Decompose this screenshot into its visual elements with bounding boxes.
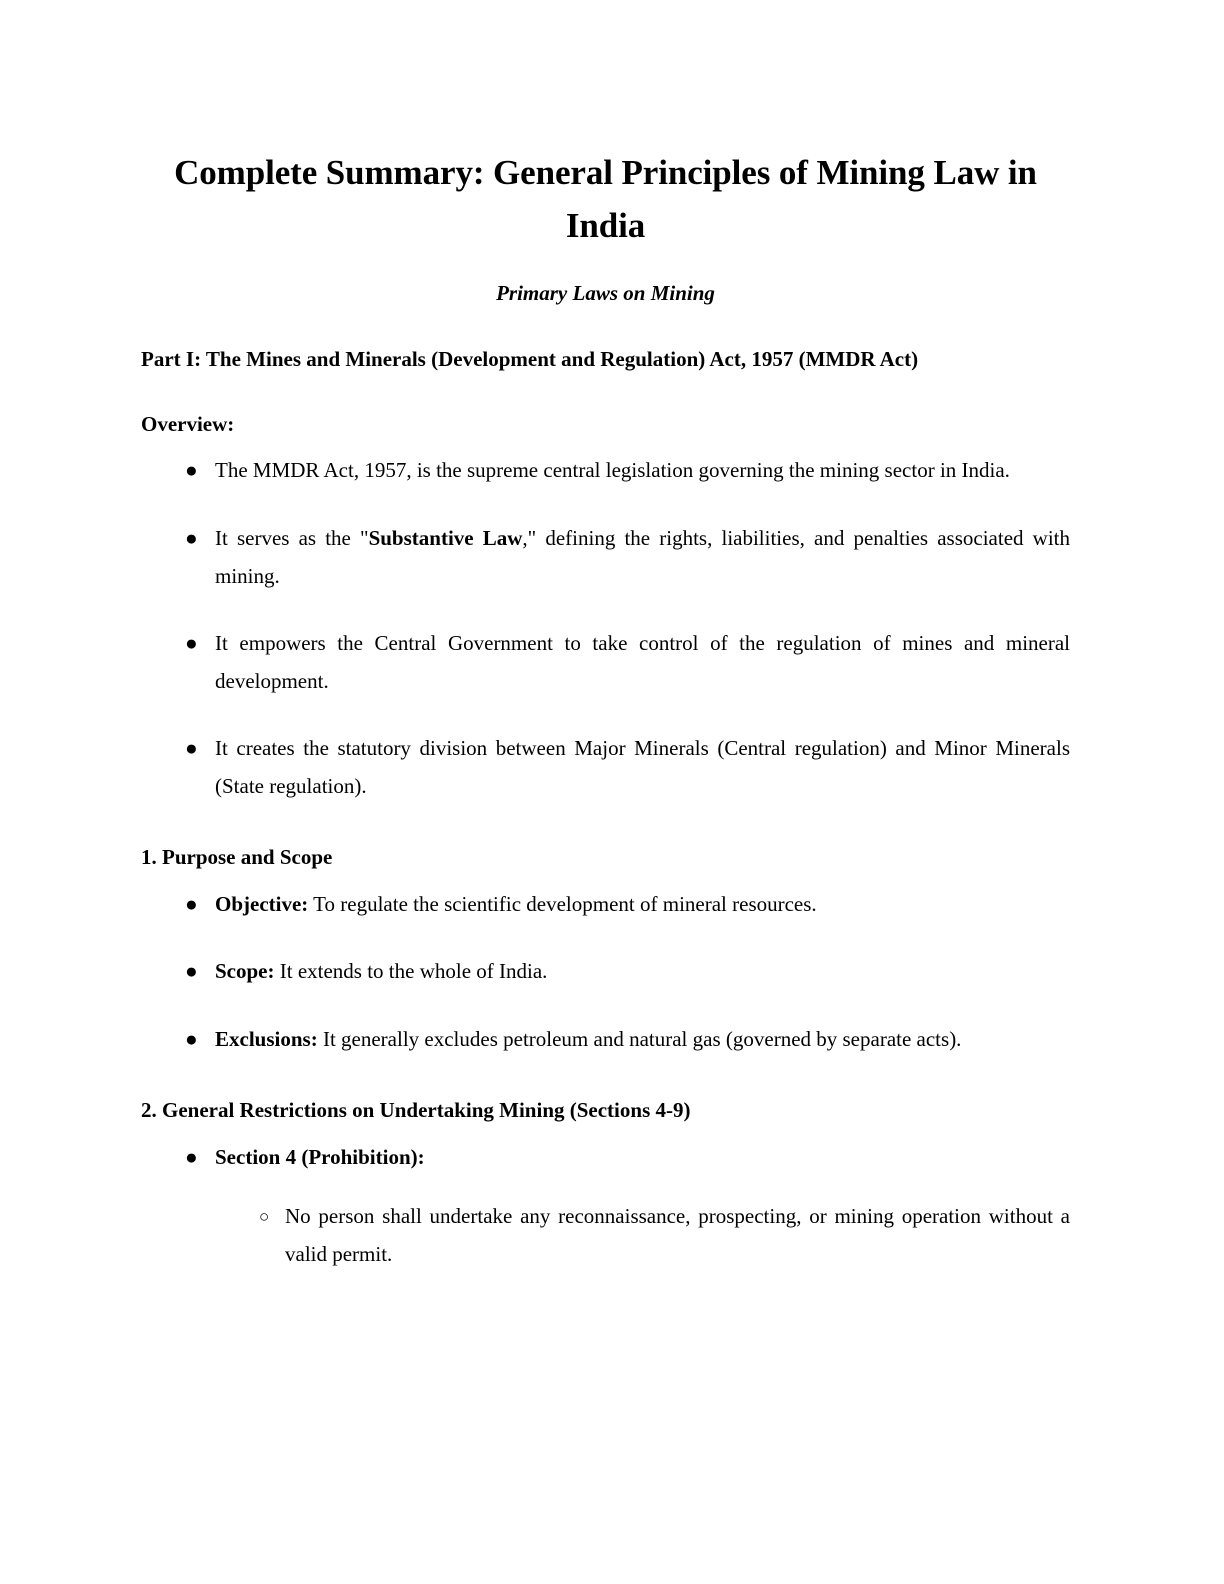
list-item-text: No person shall undertake any reconnaissance, prospecting, or mining operation without a valid permit. xyxy=(285,1204,1070,1266)
section-1-heading: 1. Purpose and Scope xyxy=(141,845,333,870)
list-item-text: It creates the statutory division between Major Minerals (Central regulation) and Minor Minerals (State regulation). xyxy=(215,736,1070,798)
overview-bullet-list xyxy=(141,452,1070,805)
filled-bullet-icon: ● xyxy=(185,736,198,761)
list-item-text xyxy=(215,892,817,916)
list-item-text: It empowers the Central Government to take control of the regulation of mines and mineral development. xyxy=(215,631,1070,693)
section-1-bullet-list xyxy=(141,886,1070,1059)
text-before-bold: It serves as the " xyxy=(215,525,369,550)
list-item xyxy=(141,953,1070,991)
list-item xyxy=(141,520,1070,595)
filled-bullet-icon: ● xyxy=(185,631,198,656)
list-item-text: The MMDR Act, 1957, is the supreme central legislation governing the mining sector in India. xyxy=(215,458,1010,483)
document-subtitle: Primary Laws on Mining xyxy=(496,281,715,306)
section-2-heading: 2. General Restrictions on Undertaking Mining (Sections 4-9) xyxy=(141,1098,691,1123)
list-item xyxy=(141,730,1070,805)
list-item-body: It generally excludes petroleum and natural gas (governed by separate acts). xyxy=(322,1026,962,1051)
list-item-label: Section 4 (Prohibition): xyxy=(215,1144,425,1169)
section-4-sub-list xyxy=(215,1198,1070,1273)
section-2-bullet-list xyxy=(141,1139,1070,1274)
filled-bullet-icon: ● xyxy=(185,891,198,916)
list-item xyxy=(215,1198,1070,1273)
filled-bullet-icon: ● xyxy=(185,959,198,984)
filled-bullet-icon: ● xyxy=(185,525,198,550)
list-item xyxy=(141,452,1070,490)
emphasis-substantive-law: Substantive Law xyxy=(368,525,523,550)
list-item-text xyxy=(215,526,1070,588)
list-item-text xyxy=(215,1027,961,1051)
list-item-body: It extends to the whole of India. xyxy=(279,959,548,984)
filled-bullet-icon: ● xyxy=(185,1026,198,1051)
list-item xyxy=(141,1021,1070,1059)
list-item xyxy=(141,1139,1070,1274)
list-item xyxy=(141,625,1070,700)
part-heading: Part I: The Mines and Minerals (Development and Regulation) Act, 1957 (MMDR Act) xyxy=(141,346,919,371)
list-item-label: Scope: xyxy=(215,959,275,984)
hollow-bullet-icon: ○ xyxy=(259,1207,270,1227)
list-item-label: Exclusions: xyxy=(215,1026,318,1051)
overview-heading: Overview: xyxy=(141,412,235,437)
page-title: Complete Summary: General Principles of Mining Law in India xyxy=(174,153,1037,246)
list-item-body: To regulate the scientific development of mineral resources. xyxy=(313,891,817,916)
text-after-bold: ," defining the rights, liabilities, and penalties associated with mining. xyxy=(215,525,1071,588)
list-item-label: Objective: xyxy=(215,891,309,916)
filled-bullet-icon: ● xyxy=(185,1144,198,1169)
list-item xyxy=(141,886,1070,924)
list-item-text xyxy=(215,959,547,983)
filled-bullet-icon: ● xyxy=(185,458,198,483)
